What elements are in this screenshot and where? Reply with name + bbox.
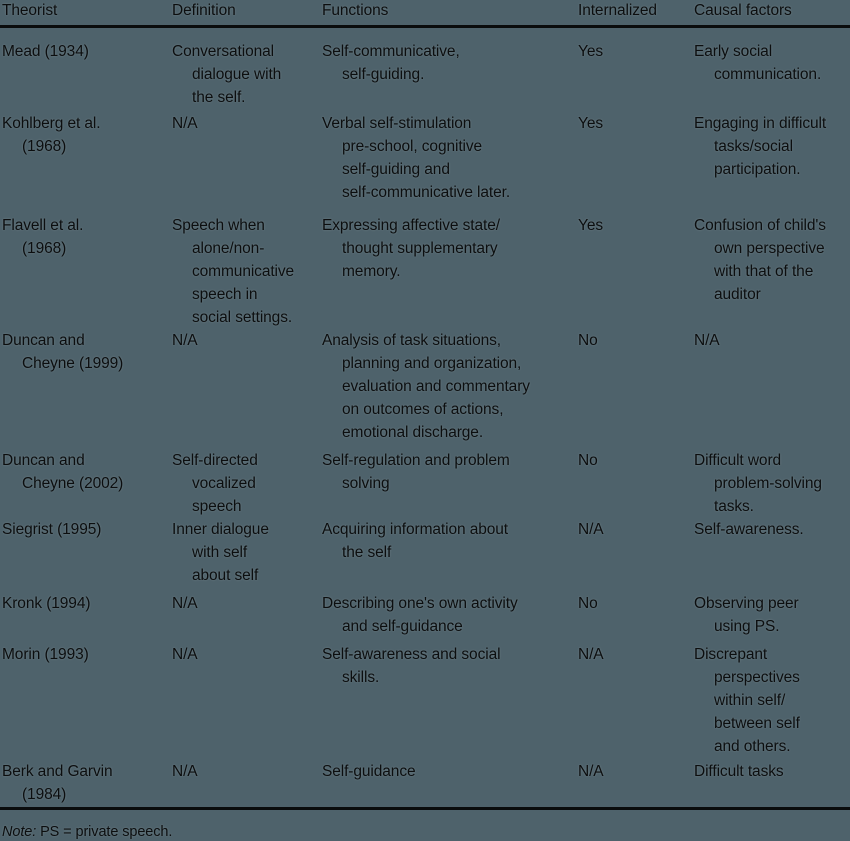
causal-line: perspectives <box>714 669 800 686</box>
cell-functions <box>322 592 578 638</box>
cell-internalized <box>578 760 694 783</box>
functions-line: emotional discharge. <box>342 424 484 441</box>
table-row <box>0 592 850 643</box>
theorist-line: Duncan and <box>2 332 85 349</box>
cell-causal <box>694 40 850 86</box>
internalized-line: N/A <box>578 521 604 538</box>
theorist-line: Siegrist (1995) <box>2 521 102 538</box>
cell-functions <box>322 643 578 689</box>
theorist-line: Kohlberg et al. <box>2 115 101 132</box>
definition-line: Self-directed <box>172 452 258 469</box>
functions-line: planning and organization, <box>342 355 522 372</box>
causal-line: problem-solving <box>714 475 822 492</box>
internalized-line: Yes <box>578 217 603 234</box>
causal-line: own perspective <box>714 240 825 257</box>
cell-functions <box>322 40 578 86</box>
functions-line: self-guiding. <box>342 66 425 83</box>
cell-theorist <box>2 214 172 260</box>
cell-definition <box>172 592 322 615</box>
causal-line: Observing peer <box>694 595 799 612</box>
functions-line: and self-guidance <box>342 618 463 635</box>
functions-line: Verbal self-stimulation <box>322 115 472 132</box>
cell-internalized <box>578 643 694 666</box>
cell-internalized <box>578 214 694 237</box>
column-header-theorist: Theorist <box>2 2 58 19</box>
definition-line: N/A <box>172 595 198 612</box>
causal-line: Confusion of child's <box>694 217 826 234</box>
theorist-line: (1968) <box>22 240 67 257</box>
cell-definition <box>172 40 322 109</box>
internalized-line: No <box>578 595 598 612</box>
definition-line: the self. <box>192 89 246 106</box>
causal-line: tasks. <box>714 498 754 515</box>
table-note <box>0 823 850 841</box>
theorist-line: Morin (1993) <box>2 646 89 663</box>
column-header-definition: Definition <box>172 2 236 19</box>
cell-causal <box>694 214 850 306</box>
causal-line: auditor <box>714 286 761 303</box>
table-row <box>0 449 850 518</box>
causal-line: Discrepant <box>694 646 768 663</box>
functions-line: memory. <box>342 263 401 280</box>
internalized-line: N/A <box>578 763 604 780</box>
cell-causal <box>694 760 850 783</box>
cell-definition <box>172 112 322 135</box>
causal-line: communication. <box>714 66 822 83</box>
cell-theorist <box>2 643 172 666</box>
cell-internalized <box>578 40 694 63</box>
column-header-causal-factors: Causal factors <box>694 2 792 19</box>
internalized-line: Yes <box>578 115 603 132</box>
table-body <box>0 40 850 807</box>
cell-definition <box>172 449 322 518</box>
definition-line: about self <box>192 567 259 584</box>
cell-functions <box>322 760 578 783</box>
theorist-line: (1984) <box>22 786 67 803</box>
note-text: PS = private speech. <box>40 824 173 840</box>
cell-theorist <box>2 518 172 541</box>
functions-line: Acquiring information about <box>322 521 508 538</box>
internalized-line: Yes <box>578 43 603 60</box>
functions-line: Describing one's own activity <box>322 595 518 612</box>
functions-line: on outcomes of actions, <box>342 401 504 418</box>
functions-line: Expressing affective state/ <box>322 217 500 234</box>
cell-functions <box>322 112 578 204</box>
causal-line: Difficult tasks <box>694 763 784 780</box>
definition-line: Inner dialogue <box>172 521 269 538</box>
internalized-line: No <box>578 452 598 469</box>
causal-line: with that of the <box>714 263 814 280</box>
definition-line: social settings. <box>192 309 293 326</box>
header-rule <box>0 25 850 28</box>
cell-definition <box>172 518 322 587</box>
functions-line: Self-communicative, <box>322 43 460 60</box>
internalized-line: No <box>578 332 598 349</box>
cell-functions <box>322 518 578 564</box>
cell-causal <box>694 592 850 638</box>
table-row <box>0 518 850 592</box>
definition-line: speech in <box>192 286 258 303</box>
theorist-line: Berk and Garvin <box>2 763 113 780</box>
causal-line: Self-awareness. <box>694 521 804 538</box>
definition-line: communicative <box>192 263 295 280</box>
definition-line: Speech when <box>172 217 265 234</box>
cell-definition <box>172 760 322 783</box>
cell-functions <box>322 329 578 444</box>
definition-line: N/A <box>172 115 198 132</box>
table-row <box>0 214 850 329</box>
cell-theorist <box>2 329 172 375</box>
cell-internalized <box>578 449 694 472</box>
causal-line: Difficult word <box>694 452 782 469</box>
cell-theorist <box>2 592 172 615</box>
definition-line: with self <box>192 544 248 561</box>
theorist-line: (1968) <box>22 138 67 155</box>
cell-definition <box>172 643 322 666</box>
cell-internalized <box>578 329 694 352</box>
theorist-line: Kronk (1994) <box>2 595 91 612</box>
definition-line: N/A <box>172 763 198 780</box>
table-row <box>0 112 850 214</box>
definition-line: N/A <box>172 332 198 349</box>
functions-line: Self-awareness and social <box>322 646 501 663</box>
functions-line: Self-regulation and problem <box>322 452 510 469</box>
functions-line: Analysis of task situations, <box>322 332 501 349</box>
cell-functions <box>322 449 578 495</box>
theorist-line: Cheyne (2002) <box>22 475 124 492</box>
functions-line: self-communicative later. <box>342 184 511 201</box>
table-row <box>0 329 850 449</box>
cell-causal <box>694 112 850 181</box>
cell-definition <box>172 214 322 329</box>
functions-line: the self <box>342 544 392 561</box>
cell-causal <box>694 449 850 518</box>
causal-line: Engaging in difficult <box>694 115 827 132</box>
theorist-line: Cheyne (1999) <box>22 355 124 372</box>
functions-line: solving <box>342 475 390 492</box>
definition-line: Conversational <box>172 43 274 60</box>
theorist-line: Flavell et al. <box>2 217 84 234</box>
table-row <box>0 643 850 760</box>
definition-line: speech <box>192 498 242 515</box>
functions-line: pre-school, cognitive <box>342 138 483 155</box>
cell-theorist <box>2 760 172 806</box>
functions-line: evaluation and commentary <box>342 378 530 395</box>
functions-line: thought supplementary <box>342 240 498 257</box>
cell-definition <box>172 329 322 352</box>
causal-line: using PS. <box>714 618 780 635</box>
table-row <box>0 40 850 112</box>
theorist-line: Mead (1934) <box>2 43 89 60</box>
column-header-internalized: Internalized <box>578 2 657 19</box>
note-label: Note: <box>2 824 37 840</box>
definition-line: alone/non- <box>192 240 265 257</box>
theorist-line: Duncan and <box>2 452 85 469</box>
causal-line: N/A <box>694 332 720 349</box>
cell-internalized <box>578 592 694 615</box>
table-header-row <box>0 0 850 25</box>
causal-line: participation. <box>714 161 801 178</box>
cell-internalized <box>578 518 694 541</box>
cell-causal <box>694 643 850 758</box>
cell-functions <box>322 214 578 283</box>
definition-line: N/A <box>172 646 198 663</box>
table-row <box>0 760 850 807</box>
column-header-functions: Functions <box>322 2 389 19</box>
footer-rule <box>0 807 850 810</box>
causal-line: between self <box>714 715 800 732</box>
cell-causal <box>694 518 850 541</box>
cell-theorist <box>2 112 172 158</box>
definition-line: dialogue with <box>192 66 282 83</box>
functions-line: skills. <box>342 669 380 686</box>
cell-theorist <box>2 40 172 63</box>
cell-causal <box>694 329 850 352</box>
functions-line: self-guiding and <box>342 161 450 178</box>
internalized-line: N/A <box>578 646 604 663</box>
cell-theorist <box>2 449 172 495</box>
definition-line: vocalized <box>192 475 256 492</box>
causal-line: Early social <box>694 43 773 60</box>
causal-line: tasks/social <box>714 138 793 155</box>
functions-line: Self-guidance <box>322 763 416 780</box>
cell-internalized <box>578 112 694 135</box>
causal-line: and others. <box>714 738 791 755</box>
causal-line: within self/ <box>714 692 786 709</box>
